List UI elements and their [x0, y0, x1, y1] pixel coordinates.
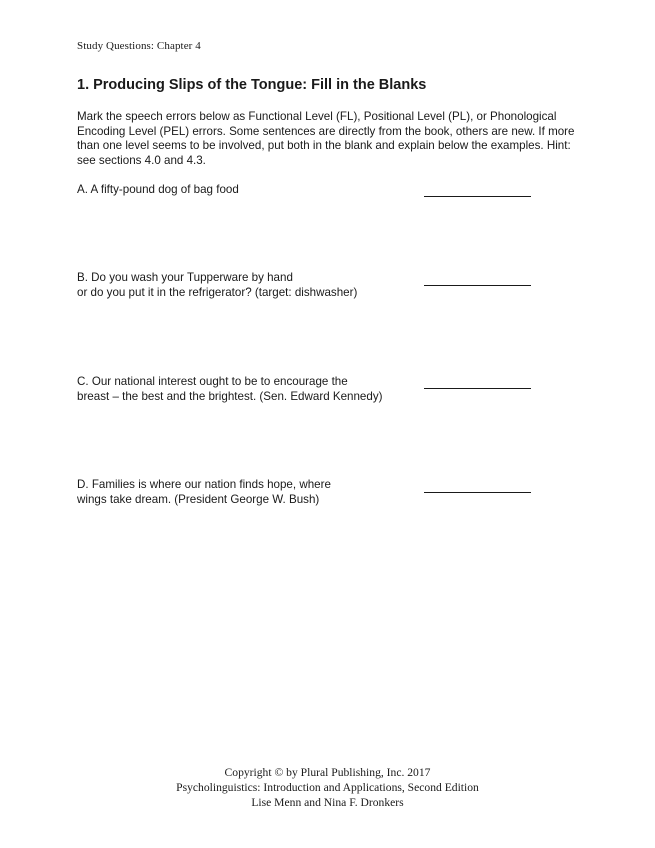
page-footer [0, 765, 655, 810]
section-title: 1. Producing Slips of the Tongue: Fill in the Blanks [77, 77, 427, 93]
answer-blank-b[interactable] [424, 273, 531, 286]
answer-blank-a[interactable] [424, 184, 531, 197]
running-header: Study Questions: Chapter 4 [77, 40, 201, 52]
question-b: B. Do you wash your Tupperware by hand or do you put it in the refrigerator? (target: dishwasher) [77, 271, 358, 299]
question-a: A. A fifty-pound dog of bag food [77, 183, 239, 196]
question-d: D. Families is where our nation finds hope, where wings take dream. (President George W. Bush) [77, 478, 331, 506]
answer-blank-c[interactable] [424, 376, 531, 389]
authors-line: Lise Menn and Nina F. Dronkers [251, 796, 404, 809]
book-title-line: Psycholinguistics: Introduction and Applications, Second Edition [176, 781, 479, 794]
instructions-paragraph: Mark the speech errors below as Functional Level (FL), Positional Level (PL), or Phonological Encoding Level (PEL) errors. Some sentences are directly from the book, others are new. If more than one level seems to be involved, put both in the blank and explain below the examples. Hint: see sections 4.0 and 4.3. [77, 110, 575, 167]
answer-blank-d[interactable] [424, 480, 531, 493]
copyright-line: Copyright © by Plural Publishing, Inc. 2017 [224, 766, 431, 779]
question-c: C. Our national interest ought to be to encourage the breast – the best and the brightest. (Sen. Edward Kennedy) [77, 375, 383, 403]
